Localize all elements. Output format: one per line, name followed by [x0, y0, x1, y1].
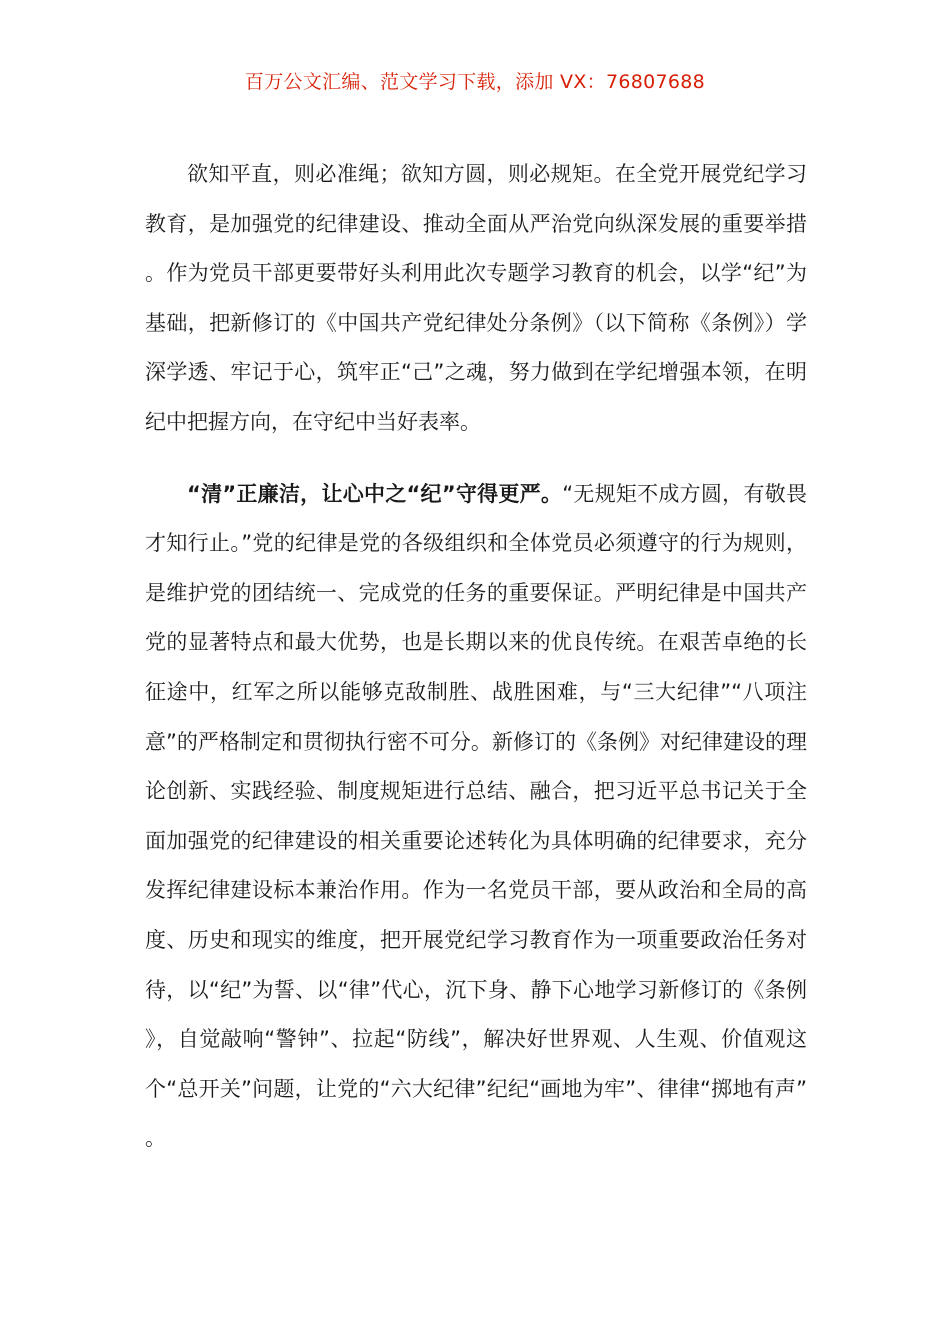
paragraph-text: “无规矩不成方圆，有敬畏才知行止。”党的纪律是党的各级组织和全体党员必须遵守的行为规则，是维护党的团结统一、完成党的任务的重要保证。严明纪律是中国共产党的显著特点和最大优势，也是长期以来的优良传统。在艰苦卓绝的长征途中，红军之所以能够克敌制胜、战胜困难，与“三大纪律”“八项注意”的严格制定和贯彻执行密不可分。新修订的《条例》对纪律建设的理论创新、实践经验、制度规矩进行总结、融合，把习近平总书记关于全面加强党的纪律建设的相关重要论述转化为具体明确的纪律要求，充分发挥纪律建设标本兼治作用。作为一名党员干部，要从政治和全局的高度、历史和现实的维度，把开展党纪学习教育作为一项重要政治任务对待，以“纪”为誓、以“律”代心，沉下身、静下心地学习新修订的《条例》，自觉敲响“警钟”、拉起“防线”，解决好世界观、人生观、价值观这个“总开关”问题，让党的“六大纪律”纪纪“画地为牢”、律律“掷地有声”。 — [145, 481, 807, 1151]
paragraph-clean-integrity — [145, 470, 807, 1164]
section-lead-heading: “清”正廉洁，让心中之“纪”守得更严。 — [187, 481, 563, 506]
watermark-header: 百万公文汇编、范文学习下载，添加 VX：76807688 — [244, 71, 706, 93]
paragraph-text: 欲知平直，则必准绳；欲知方圆，则必规矩。在全党开展党纪学习教育，是加强党的纪律建设、推动全面从严治党向纵深发展的重要举措。作为党员干部更要带好头利用此次专题学习教育的机会，以学“纪”为基础，把新修订的《中国共产党纪律处分条例》（以下简称《条例》）学深学透、牢记于心，筑牢正“己”之魂，努力做到在学纪增强本领，在明纪中把握方向，在守纪中当好表率。 — [145, 162, 807, 434]
document-body — [145, 150, 807, 1164]
paragraph-intro — [145, 150, 807, 448]
